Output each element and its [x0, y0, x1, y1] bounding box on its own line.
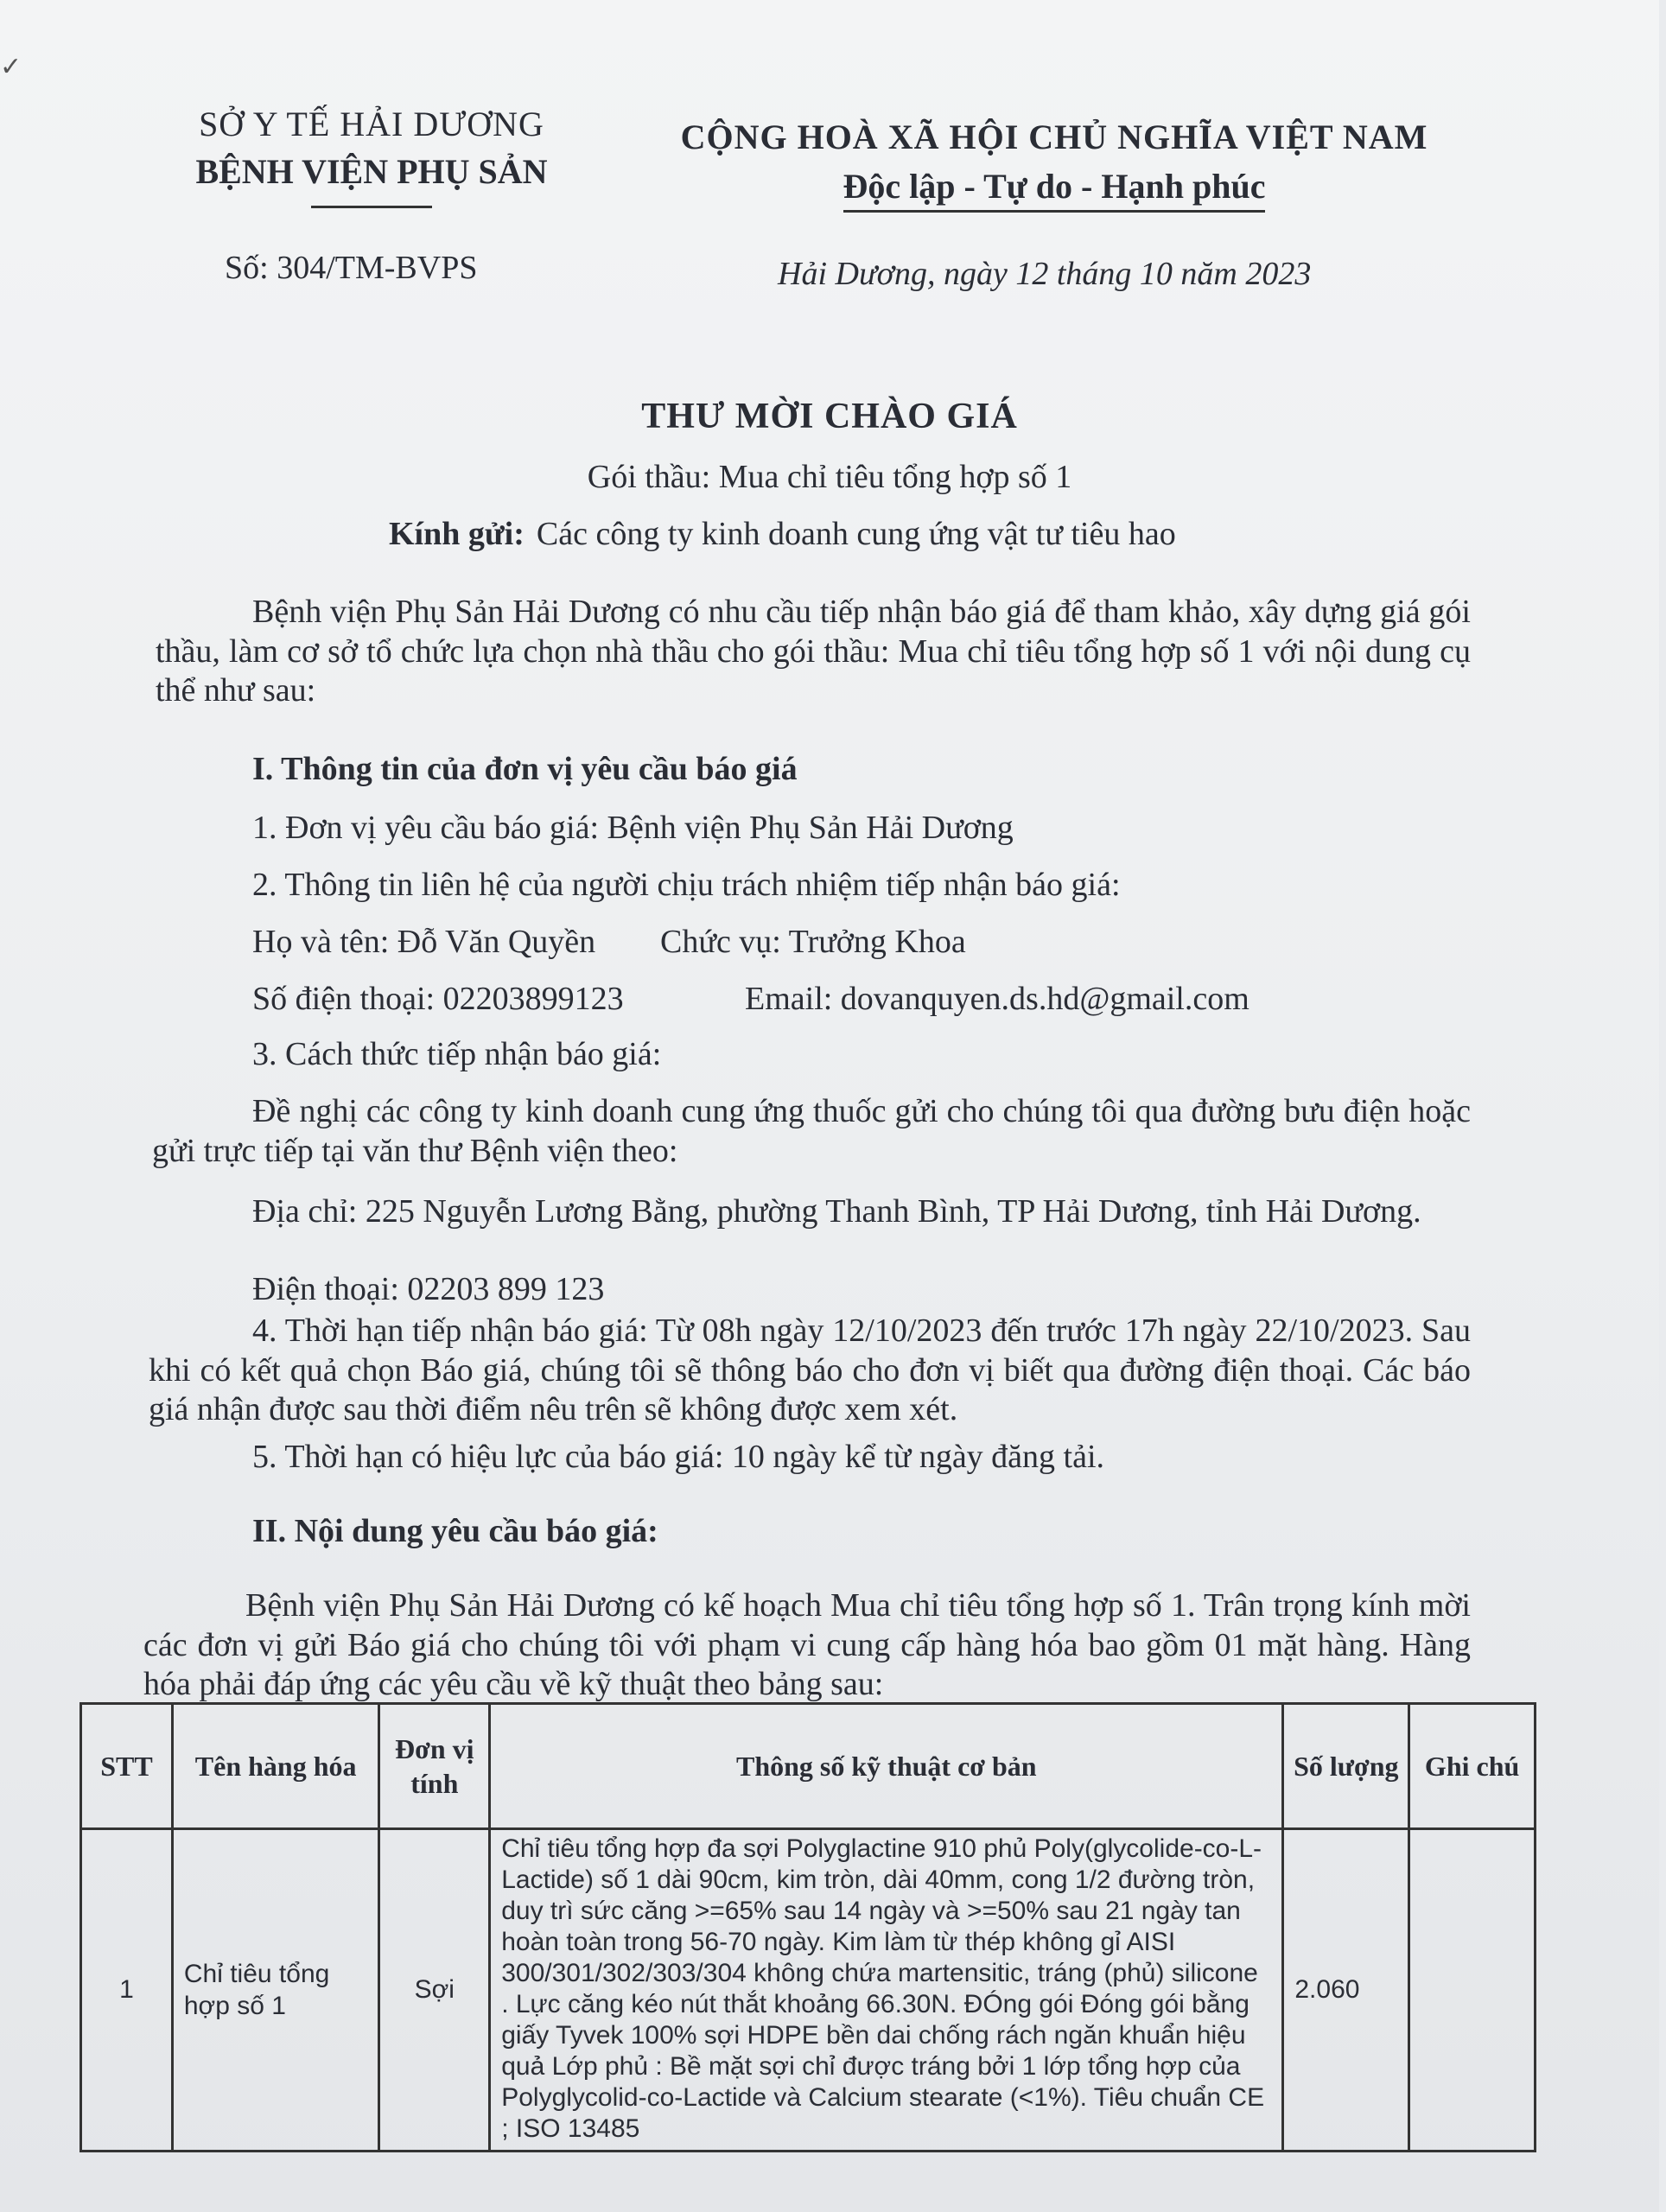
package-name: Gói thầu: Mua chỉ tiêu tổng hợp số 1 [587, 459, 1072, 495]
row-stt: 1 [81, 1829, 173, 2152]
request-content-paragraph: Bệnh viện Phụ Sản Hải Dương có kế hoạch Mua chỉ tiêu tổng hợp số 1. Trân trọng kính mời các đơn vị gửi Báo giá cho chúng tôi với phạm vi cung cấp hàng hóa bao gồm 01 mặt hàng. Hàng hóa phải đáp ứng các yêu cầu về kỹ thuật theo bảng sau: [143, 1587, 1471, 1703]
country-name: CỘNG HOÀ XÃ HỘI CHỦ NGHĨA VIỆT NAM [680, 118, 1428, 156]
contact-email: Email: dovanquyen.ds.hd@gmail.com [745, 981, 1250, 1017]
document-title: THƯ MỜI CHÀO GIÁ [641, 397, 1018, 436]
national-motto: Độc lập - Tự do - Hạnh phúc [843, 166, 1266, 213]
receiving-method-heading: 3. Cách thức tiếp nhận báo giá: [252, 1036, 662, 1072]
header-item-name: Tên hàng hóa [172, 1704, 379, 1829]
hospital-name: BỆNH VIỆN PHỤ SẢN [195, 152, 548, 191]
header-stt: STT [81, 1704, 173, 1829]
receiving-method-text: Đề nghị các công ty kinh doanh cung ứng thuốc gửi cho chúng tôi qua đường bưu điện hoặc gửi trực tiếp tại văn thư Bệnh viện theo: [152, 1093, 1471, 1169]
header-note: Ghi chú [1409, 1704, 1536, 1829]
specification-table [79, 1702, 1536, 2152]
section2-heading: II. Nội dung yêu cầu báo giá: [252, 1513, 658, 1549]
requesting-unit: 1. Đơn vị yêu cầu báo giá: Bệnh viện Phụ Sản Hải Dương [252, 810, 1014, 846]
table-row [81, 1829, 1536, 2152]
section1-heading: I. Thông tin của đơn vị yêu cầu báo giá [252, 751, 798, 787]
salutation-recipient: Các công ty kinh doanh cung ứng vật tư tiêu hao [536, 516, 1176, 552]
row-quantity: 2.060 [1283, 1829, 1409, 2152]
contact-position: Chức vụ: Trưởng Khoa [660, 924, 966, 960]
document-number: Số: 304/TM-BVPS [225, 250, 478, 286]
department-name: SỞ Y TẾ HẢI DƯƠNG [199, 105, 544, 143]
place-date: Hải Dương, ngày 12 tháng 10 năm 2023 [778, 256, 1312, 292]
national-header [622, 117, 1486, 213]
table-header-row [81, 1704, 1536, 1829]
header-technical-spec: Thông số kỹ thuật cơ bản [490, 1704, 1283, 1829]
contact-phone: Số điện thoại: 02203899123 [252, 981, 624, 1017]
row-unit: Sợi [379, 1829, 490, 2152]
office-phone: Điện thoại: 02203 899 123 [252, 1271, 605, 1307]
office-address: Địa chỉ: 225 Nguyễn Lương Bằng, phường Thanh Bình, TP Hải Dương, tỉnh Hải Dương. [252, 1193, 1421, 1230]
header-underline [311, 206, 432, 208]
contact-info-heading: 2. Thông tin liên hệ của người chịu trách nhiệm tiếp nhận báo giá: [252, 867, 1121, 903]
quote-validity: 5. Thời hạn có hiệu lực của báo giá: 10 ngày kể từ ngày đăng tải. [252, 1439, 1105, 1475]
row-technical-spec: Chỉ tiêu tổng hợp đa sợi Polyglactine 910 phủ Poly(glycolide-co-L-Lactide) số 1 dài 90cm, kim tròn, dài 40mm, cong 1/2 đường tròn, duy trì sức căng >=65% sau 14 ngày và >=50% sau 21 ngày tan hoàn toàn trong 56-70 ngày. Kim làm từ thép không gỉ AISI 300/301/302/303/304 không chứa martensitic, tráng (phủ) silicone . Lực căng kéo nút thắt khoảng 66.30N. ĐÓng gói Đóng gói bằng giấy Tyvek 100% sợi HDPE bền dai chống rách ngăn khuẩn hiệu quả Lớp phủ : Bề mặt sợi chỉ được tráng bởi 1 lớp tổng hợp của Polyglycolid-co-Lactide và Calcium stearate (<1%). Tiêu chuẩn CE ; ISO 13485 [490, 1829, 1283, 2152]
salutation-label: Kính gửi: [389, 516, 525, 552]
row-note [1409, 1829, 1536, 2152]
header-quantity: Số lượng [1283, 1704, 1409, 1829]
contact-name: Họ và tên: Đỗ Văn Quyền [252, 924, 596, 960]
row-item-name: Chỉ tiêu tổng hợp số 1 [172, 1829, 379, 2152]
intro-paragraph: Bệnh viện Phụ Sản Hải Dương có nhu cầu tiếp nhận báo giá để tham khảo, xây dựng giá gói thầu, làm cơ sở tổ chức lựa chọn nhà thầu cho gói thầu: Mua chỉ tiêu tổng hợp số 1 với nội dung cụ thể như sau: [156, 594, 1471, 709]
issuer-header [112, 104, 631, 208]
header-unit: Đơn vị tính [379, 1704, 490, 1829]
salutation [389, 515, 1176, 553]
pen-mark: ✓ [0, 53, 22, 81]
receiving-deadline: 4. Thời hạn tiếp nhận báo giá: Từ 08h ngày 12/10/2023 đến trước 17h ngày 22/10/2023. Sau khi có kết quả chọn Báo giá, chúng tôi sẽ thông báo cho đơn vị biết qua đường điện thoại. Các báo giá nhận được sau thời điểm nêu trên sẽ không được xem xét. [149, 1313, 1471, 1428]
